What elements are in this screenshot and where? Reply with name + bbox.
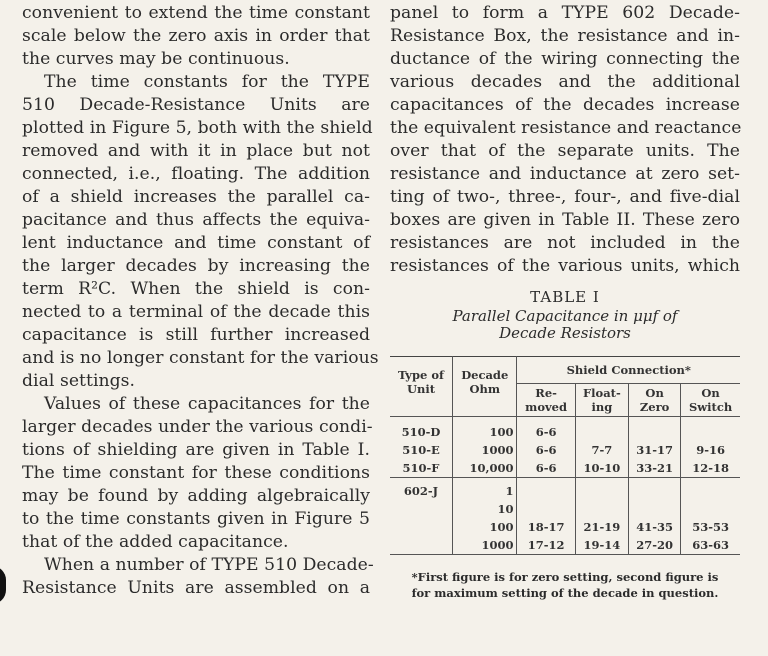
text-line: the larger decades by increasing the bbox=[22, 256, 370, 276]
text-line: term R²C. When the shield is con- bbox=[22, 279, 370, 299]
cell-unit bbox=[390, 536, 453, 555]
text-line: of a shield increases the parallel ca- bbox=[22, 187, 370, 207]
text-line: panel to form a TYPE 602 Decade- bbox=[390, 3, 740, 23]
text-line: 510 Decade-Resistance Units are bbox=[22, 95, 370, 115]
text-line: scale below the zero axis in order that bbox=[22, 26, 370, 46]
cell-zero: 33-21 bbox=[629, 459, 681, 478]
header-on: On bbox=[645, 386, 664, 400]
text-line: dial settings. bbox=[22, 371, 136, 391]
text-line: and is no longer constant for the various bbox=[22, 348, 379, 368]
cell-unit bbox=[390, 500, 453, 518]
header-type-of: Type of bbox=[398, 368, 444, 382]
text-line: that of the added capacitance. bbox=[22, 532, 289, 552]
header-re: Re- bbox=[535, 386, 557, 400]
cell-switch: 9-16 bbox=[696, 443, 725, 457]
header-shield-connection: Shield Connection* bbox=[517, 357, 740, 384]
text-line: resistance and inductance at zero set- bbox=[390, 164, 740, 184]
table-caption: Parallel Capacitance in μμf of bbox=[452, 307, 678, 325]
text-line: plotted in Figure 5, both with the shield bbox=[22, 118, 373, 138]
header-zero: Zero bbox=[639, 400, 670, 414]
cell-zero bbox=[629, 478, 681, 501]
cell-switch bbox=[681, 417, 740, 442]
table-row bbox=[390, 441, 740, 459]
table-title: TABLE I bbox=[530, 288, 600, 306]
cell-removed: 6-6 bbox=[517, 441, 575, 459]
text-line: When a number of TYPE 510 Decade- bbox=[44, 555, 374, 575]
text-line: tions of shielding are given in Table I. bbox=[22, 440, 370, 460]
table-caption: Decade Resistors bbox=[499, 324, 631, 342]
cell-unit: 510-D bbox=[390, 417, 453, 442]
cell-removed: 6-6 bbox=[517, 459, 575, 478]
cell-floating: 19-14 bbox=[575, 536, 628, 555]
table-footnote bbox=[390, 569, 740, 601]
capacitance-table bbox=[390, 356, 740, 555]
cell-switch: 53-53 bbox=[692, 520, 729, 534]
text-line: pacitance and thus affects the equiva- bbox=[22, 210, 370, 230]
text-line: removed and with it in place but not bbox=[22, 141, 370, 161]
cell-floating bbox=[575, 478, 628, 501]
text-line: nected to a terminal of the decade this bbox=[22, 302, 370, 322]
text-line: the curves may be continuous. bbox=[22, 49, 290, 69]
footnote-line: *First figure is for zero setting, second figure is bbox=[411, 570, 719, 584]
cell-removed bbox=[517, 500, 575, 518]
header-ohm: Ohm bbox=[469, 382, 501, 396]
text-line: The time constant for these conditions bbox=[22, 463, 370, 483]
text-line: resistances are not included in the bbox=[390, 233, 740, 253]
right-column bbox=[390, 2, 740, 601]
cell-floating bbox=[575, 417, 628, 442]
cell-ohm: 10 bbox=[453, 500, 517, 518]
header-float: Float- bbox=[583, 386, 621, 400]
text-line: ductance of the wiring connecting the bbox=[390, 49, 740, 69]
cell-floating bbox=[575, 500, 628, 518]
table-row bbox=[390, 536, 740, 555]
text-line: over that of the separate units. The bbox=[390, 141, 740, 161]
cell-ohm: 1000 bbox=[453, 536, 517, 555]
text-line: ting of two-, three-, four-, and five-dial bbox=[390, 187, 740, 207]
text-line: resistances of the various units, which bbox=[390, 256, 740, 276]
cell-ohm: 1000 bbox=[453, 441, 517, 459]
cell-floating: 10-10 bbox=[575, 459, 628, 478]
binding-hole-mark bbox=[0, 566, 6, 604]
cell-zero bbox=[629, 417, 681, 442]
header-on: On bbox=[701, 386, 720, 400]
header-unit: Unit bbox=[406, 382, 436, 396]
header-decade: Decade bbox=[461, 368, 509, 382]
cell-zero: 27-20 bbox=[629, 536, 681, 555]
text-line: larger decades under the various condi- bbox=[22, 417, 373, 437]
cell-ohm: 1 bbox=[453, 478, 517, 501]
cell-switch bbox=[681, 478, 740, 501]
left-column bbox=[22, 2, 379, 600]
header-moved: moved bbox=[525, 400, 568, 414]
cell-unit: 510-E bbox=[390, 441, 453, 459]
text-line: Values of these capacitances for the bbox=[44, 394, 370, 414]
cell-unit: 510-F bbox=[390, 459, 453, 478]
cell-ohm: 100 bbox=[453, 417, 517, 442]
text-line: boxes are given in Table II. These zero bbox=[390, 210, 740, 230]
footnote-line: for maximum setting of the decade in question. bbox=[411, 586, 719, 600]
cell-floating: 7-7 bbox=[575, 441, 628, 459]
text-line: may be found by adding algebraically bbox=[22, 486, 370, 506]
text-line: various decades and the additional bbox=[390, 72, 740, 92]
text-line: to the time constants given in Figure 5 bbox=[22, 509, 370, 529]
text-line: capacitance is still further increased bbox=[22, 325, 370, 345]
text-line: capacitances of the decades increase bbox=[390, 95, 740, 115]
cell-zero: 31-17 bbox=[629, 441, 681, 459]
cell-switch: 63-63 bbox=[692, 538, 729, 552]
cell-ohm: 10,000 bbox=[453, 459, 517, 478]
text-line: lent inductance and time constant of bbox=[22, 233, 370, 253]
table-row bbox=[390, 478, 740, 501]
cell-zero bbox=[629, 500, 681, 518]
table-row bbox=[390, 417, 740, 442]
cell-unit bbox=[390, 518, 453, 536]
cell-removed: 17-12 bbox=[517, 536, 575, 555]
text-line: the equivalent resistance and reactance bbox=[390, 118, 742, 138]
cell-ohm: 100 bbox=[453, 518, 517, 536]
cell-removed: 6-6 bbox=[517, 417, 575, 442]
cell-removed bbox=[517, 478, 575, 501]
header-ing: ing bbox=[591, 400, 613, 414]
cell-zero: 41-35 bbox=[629, 518, 681, 536]
cell-switch: 12-18 bbox=[692, 461, 729, 475]
table-row bbox=[390, 459, 740, 478]
text-line: The time constants for the TYPE bbox=[44, 72, 370, 92]
header-switch: Switch bbox=[688, 400, 733, 414]
cell-floating: 21-19 bbox=[575, 518, 628, 536]
text-line: Resistance Box, the resistance and in- bbox=[390, 26, 740, 46]
cell-removed: 18-17 bbox=[517, 518, 575, 536]
cell-switch bbox=[681, 500, 740, 518]
table-row bbox=[390, 518, 740, 536]
table-row bbox=[390, 500, 740, 518]
cell-unit: 602-J bbox=[390, 478, 453, 501]
text-line: Resistance Units are assembled on a bbox=[22, 578, 370, 598]
text-line: convenient to extend the time constant bbox=[22, 3, 370, 23]
text-line: connected, i.e., floating. The addition bbox=[22, 164, 370, 184]
